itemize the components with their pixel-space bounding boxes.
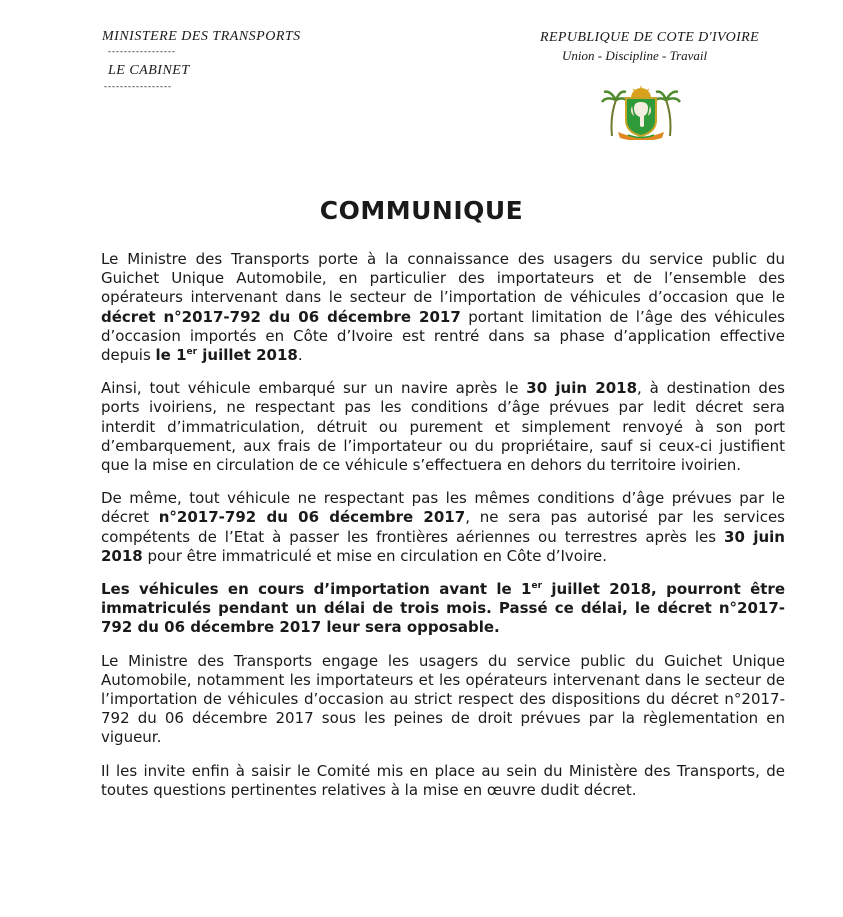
text-run: juillet 2018, pourront être immatriculés pendant un délai de trois mois. Passé ce délai, le décret n°2017-792 du 06 décembre 2017 leur sera opposable. [101,580,785,637]
republic-name: REPUBLIQUE DE COTE D'IVOIRE [540,30,760,45]
coat-of-arms-icon [598,86,684,140]
text-run: . [297,346,303,365]
text-run: Il les invite enfin à saisir le Comité mis en place au sein du Ministère des Transports, de toutes questions pertinentes relatives à la mise en œuvre dudit décret. [101,761,785,799]
communique-body [101,250,785,814]
paragraph [101,652,785,748]
decree-reference: n°2017-792 du 06 décembre 2017 [158,508,466,527]
text-run: , à destination des ports ivoiriens, ne respectant pas les conditions d’âge prévues par ledit décret sera interdit d’immatriculation, détruit ou purement et simplement renvoyé à son port d’embarquement, aux frais de l’importateur ou du propriétaire, sauf si ceux-ci justifient que la mise en circulation de ce véhicule s’effectuera en dehors du territoire ivoirien. [101,379,785,475]
paragraph [101,489,785,566]
page-title: COMMUNIQUE [319,196,524,225]
header-separator: ----------------- [108,46,176,56]
deadline-date: 30 juin 2018 [526,379,638,398]
cabinet-label: LE CABINET [108,63,190,78]
deadline-date: 30 juin 2018 [101,527,785,565]
text-run: De même, tout véhicule ne respectant pas les mêmes conditions d’âge prévues par le décret [101,489,785,527]
text-run: pour être immatriculé et mise en circulation en Côte d’Ivoire. [142,546,607,565]
text-run: Le Ministre des Transports engage les usagers du service public du Guichet Unique Automobile, notamment les importateurs et les opérateurs intervenant dans le secteur de l’importation de véhicules d’occasion au strict respect des dispositions du décret n°2017-792 du 06 décembre 2017 sous les peines de droit prévues par la règlementation en vigueur. [101,651,785,747]
paragraph [101,379,785,475]
text-run: Les véhicules en cours d’importation avant le 1 [101,580,532,599]
header-separator: ----------------- [104,81,172,91]
effective-date: le 1er juillet 2018 [155,346,298,365]
paragraph [101,580,785,638]
decree-reference: décret n°2017-792 du 06 décembre 2017 [101,307,461,326]
paragraph [101,762,785,800]
superscript: er [531,581,543,592]
ministry-name: MINISTERE DES TRANSPORTS [102,29,301,44]
text-run: Le Ministre des Transports porte à la connaissance des usagers du service public du Guichet Unique Automobile, en particulier des importateurs et de l’ensemble des opérateurs intervenant dans le secteur de l’importation de véhicules d’occasion que le [101,250,785,307]
text-run: , ne sera pas autorisé par les services compétents de l’Etat à passer les frontières aériennes ou terrestres après les [101,508,785,546]
paragraph [101,250,785,365]
text-run: Ainsi, tout véhicule embarqué sur un navire après le [101,379,527,398]
text-run: portant limitation de l’âge des véhicules d’occasion importés en Côte d’Ivoire est rentré dans sa phase d’application effective depuis [101,307,785,365]
national-motto: Union - Discipline - Travail [562,48,708,63]
